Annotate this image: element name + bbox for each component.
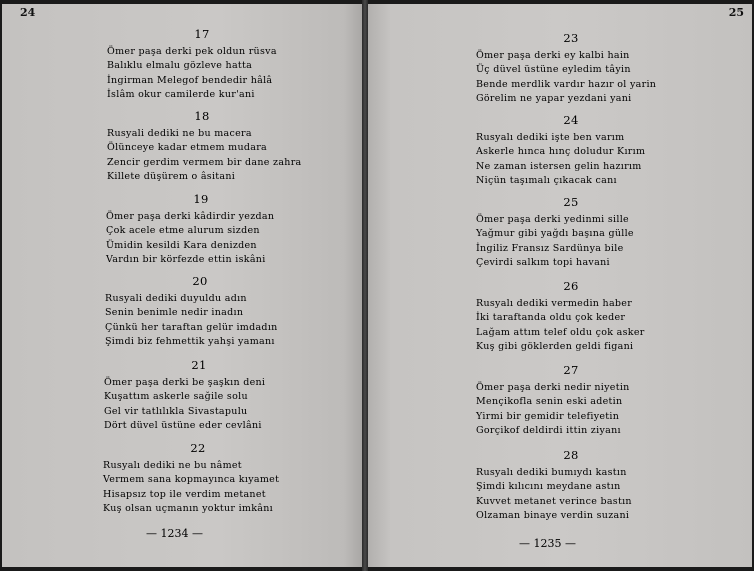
verse-line: Gel vir tatlılıkla Sivastapulu [104,405,248,417]
verse-line: Rusyali dediki ne bu macera [107,127,252,139]
verse-line: İki taraftanda oldu çok keder [476,312,626,324]
verse-line: Rusyalı dediki vermedin haber [476,297,633,309]
verse-line: Ömer paşa derki yedinmi sille [476,213,629,225]
verse-line: Lağam attım telef oldu çok asker [476,326,645,338]
stanza-number: 22 [190,441,206,455]
stanza [104,358,294,434]
verse-line: Rusyalı dediki bumıydı kastın [476,466,627,478]
stanza-number: 27 [563,363,579,377]
stanza [476,195,666,271]
verse-line: Ümidin kesildi Kara denizden [106,239,257,251]
left-page-footer-number: — 1234 — [146,527,203,540]
verse-line: Çünkü her taraftan gelür imdadın [105,321,278,333]
verse-line: Şimdi kılıcını meydane astın [476,481,621,493]
stanza-number: 24 [563,113,579,127]
verse-line: Ömer paşa derki ey kalbi hain [476,49,630,61]
verse-line: Ömer paşa derki be şaşkın deni [104,376,266,388]
verse-line: Ölünceye kadar etmem mudara [107,142,268,154]
stanza [106,192,296,268]
verse-line: Ömer paşa derki kâdirdir yezdan [106,210,275,222]
verse-line: Ne zaman istersen gelin hazırım [476,160,642,172]
verse-line: Rusyalı dediki işte ben varım [476,131,625,143]
stanza-number: 19 [193,192,209,206]
verse-line: Ömer paşa derki pek oldun rüsva [107,45,277,57]
stanza [476,279,666,355]
stanza [476,113,666,189]
verse-line: Kuş gibi göklerden geldi figani [476,341,634,353]
stanza-number: 26 [563,279,579,293]
verse-line: Kuş olsan uçmanın yoktur imkânı [103,503,274,515]
verse-line: Gorçikof deldirdi ittin ziyanı [476,425,621,437]
stanza-number: 23 [563,31,579,45]
verse-line: Vermem sana kopmayınca kıyamet [103,474,280,486]
verse-line: İslâm okur camilerde kur'ani [107,89,255,101]
verse-line: Yağmur gibi yağdı başına gülle [476,228,634,240]
verse-line: Dört düvel üstüne eder cevlâni [104,420,262,432]
verse-line: İngirman Melegof bendedir hâlâ [107,74,273,86]
verse-line: İngiliz Fransız Sardünya bile [476,242,624,254]
verse-line: Mençikofla senin eski adetin [476,396,623,408]
verse-line: Vardın bir körfezde ettin iskâni [106,254,266,266]
verse-line: Killete düşürem o âsitani [107,171,236,183]
right-page-number: 25 [728,6,744,19]
left-page-number: 24 [20,6,36,19]
stanza-number: 25 [563,195,579,209]
stanza [107,109,302,185]
verse-line: Kuşattım askerle sağile solu [104,391,248,403]
verse-line: Çok acele etme alurum sizden [106,225,260,237]
stanza-number: 17 [194,27,210,41]
stanza-number: 21 [191,358,207,372]
verse-line: Askerle hınca hınç doludur Kırım [476,146,646,158]
stanza [476,363,666,439]
stanza-number: 28 [563,448,579,462]
stanza-number: 18 [194,109,210,123]
stanza [476,31,666,107]
verse-line: Niçün taşımalı çıkacak canı [476,175,617,187]
verse-line: Ömer paşa derki nedir niyetin [476,381,630,393]
stanza [105,274,295,350]
verse-line: Balıklu elmalu gözleve hatta [107,60,253,72]
verse-line: Hisapsız top ile verdim metanet [103,488,266,500]
verse-line: Üç düvel üstüne eyledim tâyin [476,64,631,76]
verse-line: Rusyali dediki duyuldu adın [105,292,247,304]
verse-line: Yirmi bir gemidir telefiyetin [476,410,620,422]
verse-line: Rusyalı dediki ne bu nâmet [103,459,242,471]
verse-line: Zencir gerdim vermem bir dane zahra [107,156,302,168]
verse-line: Kuvvet metanet verince bastın [476,495,632,507]
stanza [107,27,297,103]
stanza [476,448,666,524]
verse-line: Bende merdlik vardır hazır ol yarin [476,78,657,90]
verse-line: Şimdi biz fehmettik yahşi yamanı [105,336,275,348]
verse-line: Görelim ne yapar yezdani yani [476,93,632,105]
stanza-number: 20 [192,274,208,288]
verse-line: Çevirdi salkım topi havani [476,257,610,269]
stanza [103,441,293,517]
verse-line: Olzaman binaye verdin suzani [476,510,630,522]
verse-line: Senin benimle nedir inadın [105,307,244,319]
right-page-footer-number: — 1235 — [519,537,576,550]
